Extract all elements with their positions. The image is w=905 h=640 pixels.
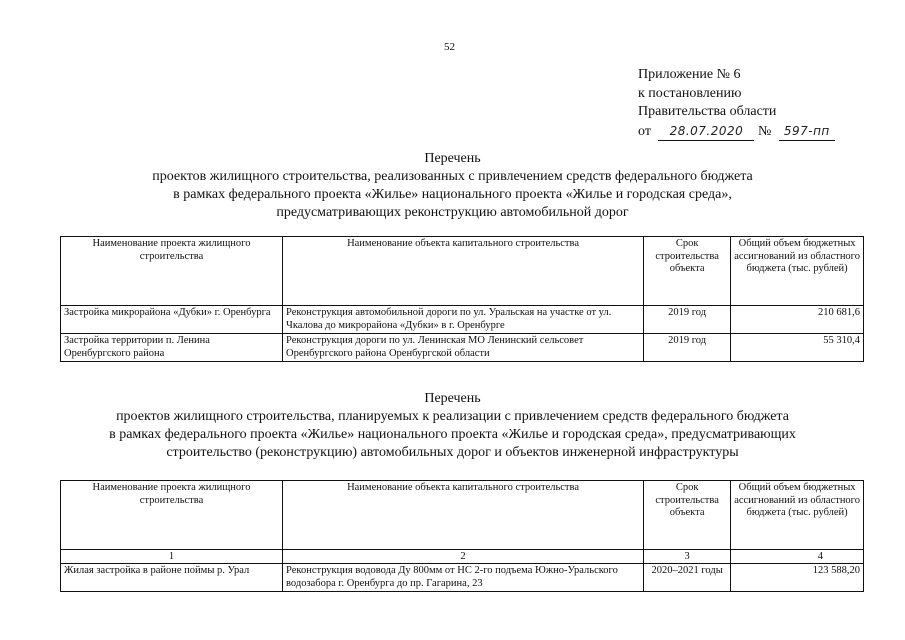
table-row: [61, 564, 864, 592]
column-header-amount: Общий объем бюджетных ассигнований из областного бюджета (тыс. рублей): [731, 481, 864, 550]
list2-heading: [0, 390, 905, 462]
table-row: [61, 334, 864, 362]
column-header-object: Наименование объекта капитального строительства: [283, 237, 644, 306]
column-number-row: [61, 550, 864, 564]
handwritten-number: 597-пп: [779, 122, 835, 142]
column-number: 3: [644, 550, 731, 564]
cell-term: 2019 год: [644, 334, 731, 362]
list2-heading-line: в рамках федерального проекта «Жилье» национального проекта «Жилье и городская среда», предусматривающих: [109, 427, 796, 442]
handwritten-date: 28.07.2020: [658, 122, 754, 142]
table-row: [61, 306, 864, 334]
page-number: 52: [444, 41, 455, 53]
appendix-line-government: Правительства области: [638, 104, 777, 119]
column-header-project: Наименование проекта жилищного строительства: [61, 237, 283, 306]
column-header-project: Наименование проекта жилищного строительства: [61, 481, 283, 550]
column-header-term: Срок строительства объекта: [644, 237, 731, 306]
list1-heading-line: проектов жилищного строительства, реализованных с привлечением средств федерального бюджета: [152, 169, 753, 184]
cell-project: Жилая застройка в районе поймы р. Урал: [61, 564, 283, 592]
cell-term: 2019 год: [644, 306, 731, 334]
column-header-object: Наименование объекта капитального строительства: [283, 481, 644, 550]
table-header-row: [61, 237, 864, 306]
appendix-date-line: [638, 122, 835, 142]
column-number: 1: [61, 550, 283, 564]
list1-heading-line: в рамках федерального проекта «Жилье» национального проекта «Жилье и городская среда»,: [173, 187, 732, 202]
cell-project: Застройка микрорайона «Дубки» г. Оренбурга: [61, 306, 283, 334]
appendix-block: [638, 66, 835, 141]
number-label: №: [757, 123, 772, 139]
cell-amount: 210 681,6: [731, 306, 864, 334]
cell-object: Реконструкция автомобильной дороги по ул. Уральская на участке от ул. Чкалова до микрорайона «Дубки» в г. Оренбурге: [283, 306, 644, 334]
list2-heading-line: строительство (реконструкцию) автомобильных дорог и объектов инженерной инфраструктуры: [166, 445, 739, 460]
table-header-row: [61, 481, 864, 550]
from-label: от: [638, 123, 651, 139]
column-number: 2: [283, 550, 644, 564]
list2-table: [60, 480, 864, 592]
cell-amount: 55 310,4: [731, 334, 864, 362]
column-header-term: Срок строительства объекта: [644, 481, 731, 550]
cell-object: Реконструкция дороги по ул. Ленинская МО Ленинский сельсовет Оренбургского района Оренбургской области: [283, 334, 644, 362]
cell-object: Реконструкция водовода Ду 800мм от НС 2-го подъема Южно-Уральского водозабора г. Оренбурга до пр. Гагарина, 23: [283, 564, 644, 592]
cell-amount: 123 588,20: [731, 564, 864, 592]
column-header-amount: Общий объем бюджетных ассигнований из областного бюджета (тыс. рублей): [731, 237, 864, 306]
cell-term: 2020–2021 годы: [644, 564, 731, 592]
list1-heading: [0, 150, 905, 222]
column-number: 4: [731, 550, 864, 564]
appendix-line-resolution: к постановлению: [638, 85, 742, 101]
list1-table: [60, 236, 864, 362]
list2-heading-line: проектов жилищного строительства, планируемых к реализации с привлечением средств федерального бюджета: [116, 409, 789, 424]
appendix-title: Приложение № 6: [638, 67, 741, 82]
list1-heading-line: предусматривающих реконструкцию автомобильной дорог: [276, 205, 629, 220]
list2-heading-title: Перечень: [424, 391, 481, 406]
cell-project: Застройка территории п. Ленина Оренбургского района: [61, 334, 283, 362]
list1-heading-title: Перечень: [424, 151, 481, 166]
